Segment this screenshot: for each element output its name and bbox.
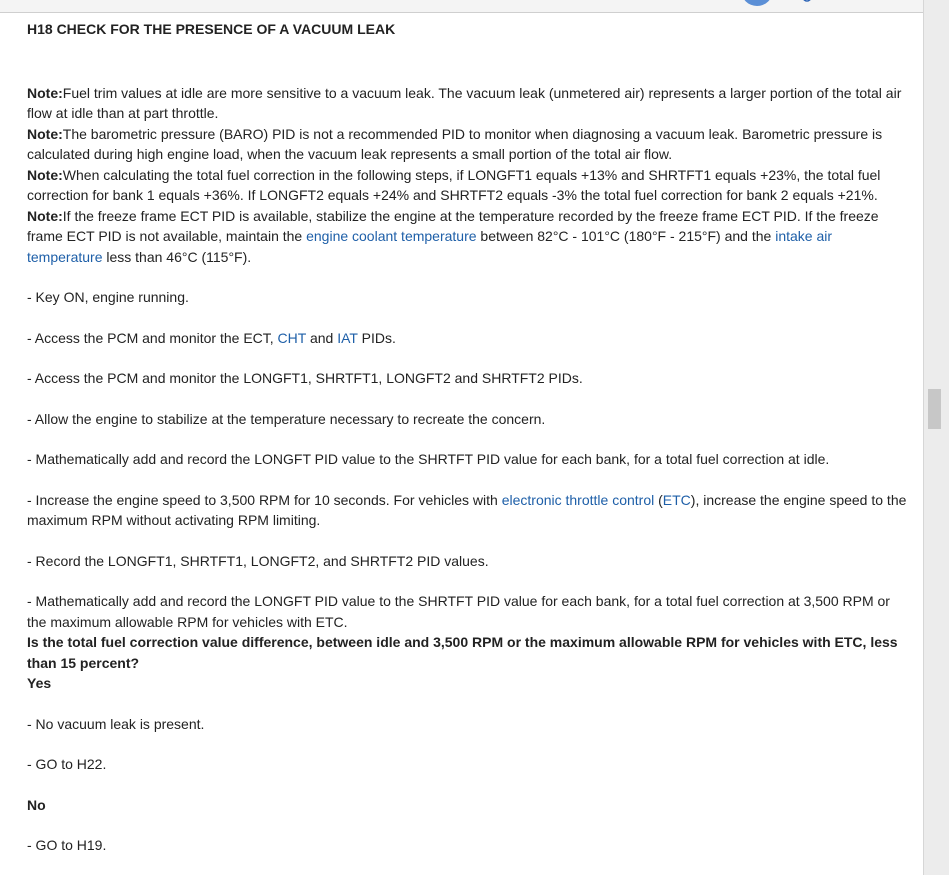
top-toolbar — [0, 0, 923, 13]
note-label: Note: — [27, 207, 63, 224]
note-text: Fuel trim values at idle are more sensitive to a vacuum leak. The vacuum leak (unmetered air) represents a larger portion of the total air flow at idle than at part throttle. — [27, 84, 902, 121]
decision-question: Is the total fuel correction value difference, between idle and 3,500 RPM or the maximum allowable RPM for vehicles with ETC, less than 15 percent? — [27, 634, 898, 671]
note-4 — [27, 206, 909, 268]
note-3 — [27, 165, 909, 206]
step-text: - Access the PCM and monitor the ECT, — [27, 329, 278, 346]
page-title: H18 CHECK FOR THE PRESENCE OF A VACUUM LEAK — [27, 21, 396, 37]
cht-link[interactable]: CHT — [277, 329, 307, 346]
note-1 — [27, 83, 909, 124]
answer-yes-label: Yes — [27, 675, 52, 691]
step-text: and — [306, 329, 338, 346]
note-text: less than 46°C (115°F). — [102, 248, 252, 265]
engine-coolant-temperature-link[interactable]: engine coolant temperature — [306, 228, 477, 244]
electronic-throttle-control-link[interactable]: electronic throttle control — [501, 491, 655, 508]
iat-link[interactable]: IAT — [337, 329, 358, 346]
step-text: PIDs. — [357, 329, 396, 346]
note-label: Note: — [27, 166, 63, 183]
note-text: If the freeze frame ECT PID is available, stabilize the engine at the temperature recorded by the freeze frame ECT PID. If the freeze frame ECT PID is not available, maintain the — [27, 207, 879, 244]
note-2 — [27, 124, 909, 165]
user-avatar-icon[interactable] — [741, 0, 773, 6]
answer-no-label: No — [27, 796, 46, 813]
note-label: Note: — [27, 84, 63, 101]
step-1: - Key ON, engine running. — [27, 289, 189, 305]
no-step-1: - GO to H19. — [27, 837, 107, 853]
step-3: - Access the PCM and monitor the LONGFT1, SHRTFT1, LONGFT2 and SHRTFT2 PIDs. — [27, 370, 583, 386]
step-7: - Record the LONGFT1, SHRTFT1, LONGFT2, and SHRTFT2 PID values. — [27, 552, 489, 569]
note-label: Note: — [27, 125, 63, 142]
step-6 — [27, 490, 909, 531]
step-8: - Mathematically add and record the LONGFT PID value to the SHRTFT PID value for each bank, for a total fuel correction at 3,500 RPM or the maximum allowable RPM for vehicles with ETC. — [27, 593, 890, 630]
step-text: ( — [654, 491, 663, 508]
step-2 — [27, 328, 909, 349]
yes-step-1: - No vacuum leak is present. — [27, 715, 205, 732]
step-text: ), increase the engine speed to the maximum RPM without activating RPM limiting. — [27, 491, 907, 528]
note-text: When calculating the total fuel correction in the following steps, if LONGFT1 equals +13% and SHRTFT1 equals +23%, the total fuel correction for bank 1 equals +36%. If LONGFT2 equals +24% and SHRTFT2 equals -3% the total fuel correction for bank 2 equals +21%. — [27, 166, 881, 203]
note-text: The barometric pressure (BARO) PID is not a recommended PID to monitor when diagnosing a vacuum leak. Barometric pressure is calculated during high engine load, when the vacuum leak represents a small portion of the total air flow. — [27, 125, 883, 162]
etc-link[interactable]: ETC — [662, 491, 691, 508]
vertical-scrollbar[interactable] — [923, 0, 949, 875]
step-4: - Allow the engine to stabilize at the temperature necessary to recreate the concern. — [27, 410, 546, 427]
scrollbar-thumb[interactable] — [928, 389, 941, 429]
step-text: - Increase the engine speed to 3,500 RPM for 10 seconds. For vehicles with — [27, 491, 502, 508]
note-text: between 82°C - 101°C (180°F - 215°F) and the — [476, 228, 776, 244]
document-content — [0, 13, 923, 875]
document-icon[interactable] — [791, 0, 813, 4]
step-5: - Mathematically add and record the LONGFT PID value to the SHRTFT PID value for each bank, for a total fuel correction at idle. — [27, 451, 830, 467]
intake-air-temperature-link[interactable]: intake air temperature — [27, 228, 833, 265]
yes-step-2: - GO to H22. — [27, 756, 107, 772]
